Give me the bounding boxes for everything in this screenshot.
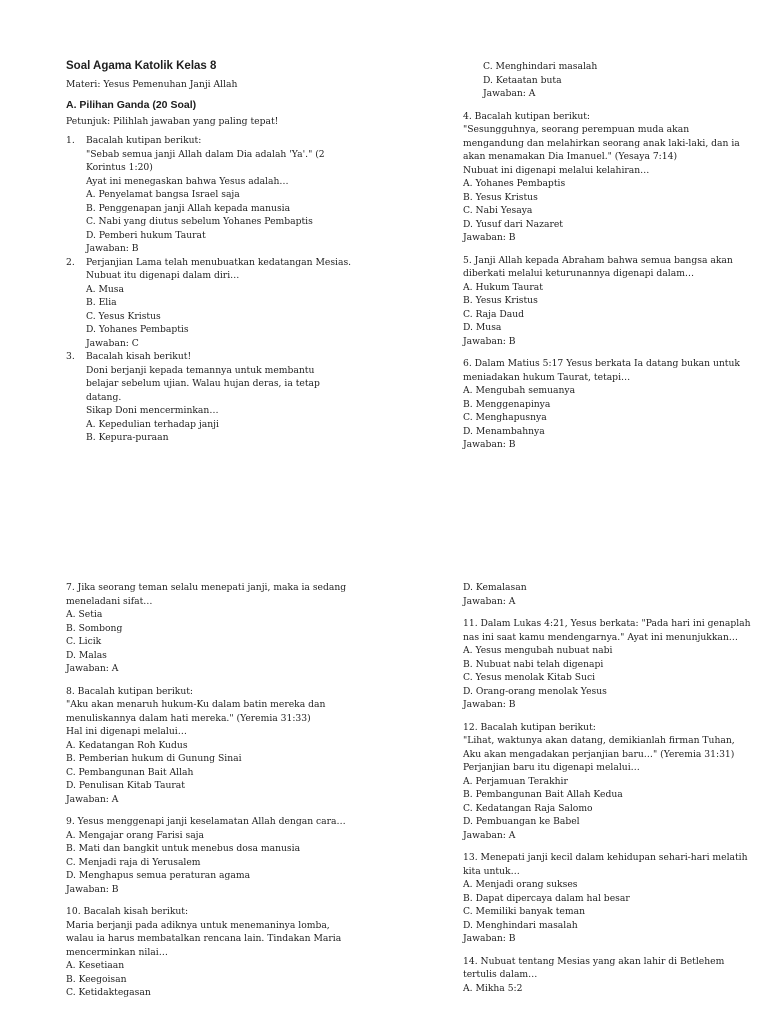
text-line: 12. Bacalah kutipan berikut: [463, 721, 596, 733]
text-line: A. Yohanes Pembaptis [463, 178, 566, 189]
text-line: B. Yesus Kristus [463, 191, 538, 203]
page-title: Soal Agama Katolik Kelas 8 [66, 60, 217, 72]
text-line: B. Penggenapan janji Allah kepada manusia [86, 202, 291, 214]
question-item [463, 110, 763, 245]
text-line: C. Nabi Yesaya [463, 205, 533, 216]
text-line: D. Pemberi hukum Taurat [86, 229, 206, 241]
text-line: C. Yesus Kristus [86, 310, 161, 322]
page1-right-column [463, 60, 763, 461]
text-line: A. Setia [66, 609, 103, 620]
text-line: "Aku akan menaruh hukum-Ku dalam batin mereka dan [66, 699, 326, 710]
text-line: A. Penyelamat bangsa Israel saja [86, 189, 240, 200]
text-line: Jawaban: A [66, 663, 119, 674]
text-line: 11. Dalam Lukas 4:21, Yesus berkata: "Pada hari ini genaplah [463, 618, 751, 629]
text-line: Jawaban: A [463, 829, 516, 841]
text-line: Jawaban: A [483, 88, 536, 99]
question-list [463, 110, 763, 452]
text-line: C. Pembangunan Bait Allah [66, 766, 194, 778]
text-line: Jawaban: B [463, 335, 516, 347]
text-line: 10. Bacalah kisah berikut: [66, 906, 189, 917]
question-item [66, 815, 366, 896]
question-body [86, 350, 366, 445]
text-line: belajar sebelum ujian. Walau hujan deras, ia tetap [86, 378, 320, 389]
text-line: Hal ini digenapi melalui… [66, 726, 187, 737]
text-line: Ayat ini menegaskan bahwa Yesus adalah… [86, 175, 289, 187]
text-line: menuliskannya dalam hati mereka." (Yeremia 31:33) [66, 712, 311, 724]
text-line: datang. [86, 391, 122, 403]
question-item [463, 955, 763, 996]
page2-right-column [463, 581, 763, 1004]
text-line: D. Penulisan Kitab Taurat [66, 780, 185, 791]
text-line: B. Kepura-puraan [86, 432, 169, 443]
text-line: B. Pemberian hukum di Gunung Sinai [66, 753, 242, 764]
text-line: A. Mengubah semuanya [463, 385, 576, 396]
text-line: mencerminkan nilai… [66, 946, 168, 958]
text-line: "Lihat, waktunya akan datang, demikianlah firman Tuhan, [463, 735, 735, 746]
text-line: mengandung dan melahirkan seorang anak laki-laki, dan ia [463, 137, 740, 149]
text-line: D. Kemalasan [463, 582, 527, 593]
text-line: A. Kepedulian terhadap janji [86, 418, 219, 430]
question-item [463, 617, 763, 712]
question-item [66, 581, 366, 676]
text-line: A. Perjamuan Terakhir [463, 775, 568, 787]
text-line: D. Menghapus semua peraturan agama [66, 870, 251, 881]
text-line: Jawaban: A [463, 595, 516, 607]
text-line: B. Pembangunan Bait Allah Kedua [463, 789, 623, 800]
text-line: meniadakan hukum Taurat, tetapi… [463, 371, 631, 383]
question-body [86, 134, 366, 256]
text-line: kita untuk… [463, 865, 520, 877]
text-line: Doni berjanji kepada temannya untuk membantu [86, 364, 315, 376]
text-line: "Sebab semua janji Allah dalam Dia adalah 'Ya'." (2 [86, 148, 325, 160]
text-line: nas ini saat kamu mendengarnya." Ayat ini menunjukkan… [463, 631, 738, 643]
text-line: C. Menghapusnya [463, 412, 547, 423]
text-line: Jawaban: C [86, 337, 139, 349]
text-line: Perjanjian Lama telah menubuatkan kedatangan Mesias. [86, 256, 352, 268]
text-line: D. Yusuf dari Nazaret [463, 218, 563, 230]
text-line: A. Mikha 5:2 [463, 982, 523, 994]
text-line: D. Pembuangan ke Babel [463, 816, 580, 827]
text-line: "Sesungguhnya, seorang perempuan muda akan [463, 124, 690, 135]
text-line: A. Kesetiaan [66, 960, 125, 971]
text-line: Jawaban: A [66, 793, 119, 805]
page-subtitle: Materi: Yesus Pemenuhan Janji Allah [66, 79, 238, 90]
text-line: C. Yesus menolak Kitab Suci [463, 672, 596, 683]
text-line: Jawaban: B [463, 232, 516, 243]
text-line: 4. Bacalah kutipan berikut: [463, 110, 591, 122]
text-line: Jawaban: B [86, 243, 139, 254]
text-line: Jawaban: B [66, 883, 119, 895]
text-line: Nubuat ini digenapi melalui kelahiran… [463, 164, 650, 176]
text-line: A. Musa [86, 283, 124, 295]
question-item [66, 350, 366, 445]
text-line: Bacalah kisah berikut! [86, 351, 192, 362]
text-line: 5. Janji Allah kepada Abraham bahwa semua bangsa akan [463, 254, 733, 266]
text-line: B. Elia [86, 297, 117, 308]
text-line: C. Ketidaktegasan [66, 987, 151, 998]
text-line: B. Nubuat nabi telah digenapi [463, 658, 604, 670]
instructions: Petunjuk: Pilihlah jawaban yang paling tepat! [66, 115, 279, 127]
text-line: Nubuat itu digenapi dalam diri… [86, 270, 240, 281]
question-item [463, 254, 763, 349]
text-line: C. Memiliki banyak teman [463, 906, 586, 917]
question-list [66, 581, 366, 1000]
question-item [66, 905, 366, 1000]
text-line: A. Menjadi orang sukses [463, 879, 578, 890]
text-line: D. Yohanes Pembaptis [86, 324, 189, 335]
question-list [66, 134, 366, 445]
text-line: D. Malas [66, 649, 107, 661]
text-line: Korintus 1:20) [86, 162, 153, 173]
text-line: C. Kedatangan Raja Salomo [463, 802, 593, 814]
text-line: B. Dapat dipercaya dalam hal besar [463, 892, 630, 904]
text-line: C. Menghindari masalah [483, 61, 598, 72]
question-item [463, 851, 763, 946]
question-item [463, 721, 763, 843]
text-line: C. Menjadi raja di Yerusalem [66, 856, 201, 868]
question-continuation [463, 60, 763, 101]
page2-left-column [66, 581, 366, 1009]
text-line: D. Ketaatan buta [483, 74, 562, 86]
text-line: Aku akan mengadakan perjanjian baru…" (Yeremia 31:31) [463, 748, 735, 760]
text-line: walau ia harus membatalkan rencana lain. Tindakan Maria [66, 933, 342, 944]
question-body [86, 256, 366, 351]
text-line: D. Musa [463, 322, 502, 333]
text-line: D. Menghindari masalah [463, 919, 578, 931]
text-line: Bacalah kutipan berikut: [86, 135, 202, 146]
text-line: Perjanjian baru itu digenapi melalui… [463, 762, 640, 773]
text-line: D. Menambahnya [463, 425, 545, 437]
text-line: 7. Jika seorang teman selalu menepati janji, maka ia sedang [66, 582, 347, 593]
text-line: A. Hukum Taurat [463, 281, 543, 293]
section-title: A. Pilihan Ganda (20 Soal) [66, 98, 197, 111]
text-line: C. Licik [66, 636, 102, 647]
text-line: Jawaban: B [463, 933, 516, 944]
text-line: B. Mati dan bangkit untuk menebus dosa manusia [66, 843, 301, 854]
question-item [66, 134, 366, 256]
text-line: A. Kedatangan Roh Kudus [66, 739, 188, 751]
question-item [463, 357, 763, 452]
text-line: B. Menggenapinya [463, 398, 551, 410]
question-number: 1. [66, 135, 75, 146]
text-line: B. Sombong [66, 622, 123, 634]
text-line: Jawaban: B [463, 439, 516, 450]
text-line: A. Yesus mengubah nubuat nabi [463, 645, 613, 656]
text-line: B. Keegoisan [66, 973, 127, 985]
text-line: A. Mengajar orang Farisi saja [66, 829, 205, 841]
text-line: D. Orang-orang menolak Yesus [463, 685, 607, 697]
text-line: 6. Dalam Matius 5:17 Yesus berkata Ia datang bukan untuk [463, 358, 740, 369]
question-list [463, 617, 763, 995]
text-line: Sikap Doni mencerminkan… [86, 405, 219, 416]
question-continuation [463, 581, 763, 608]
text-line: akan menamakan Dia Imanuel." (Yesaya 7:14) [463, 151, 678, 162]
question-item [66, 256, 366, 351]
text-line: diberkati melalui keturunannya digenapi dalam… [463, 268, 695, 279]
text-line: C. Raja Daud [463, 308, 525, 320]
text-line: C. Nabi yang diutus sebelum Yohanes Pembaptis [86, 216, 313, 227]
question-number: 3. [66, 351, 75, 362]
text-line: Jawaban: B [463, 699, 516, 710]
text-line: B. Yesus Kristus [463, 295, 538, 306]
question-item [66, 685, 366, 807]
question-number: 2. [66, 256, 75, 268]
text-line: 14. Nubuat tentang Mesias yang akan lahir di Betlehem [463, 955, 725, 967]
text-line: 8. Bacalah kutipan berikut: [66, 685, 194, 697]
text-line: meneladani sifat… [66, 595, 153, 607]
text-line: 13. Menepati janji kecil dalam kehidupan sehari-hari melatih [463, 852, 748, 863]
text-line: tertulis dalam… [463, 969, 538, 980]
text-line: 9. Yesus menggenapi janji keselamatan Allah dengan cara… [66, 816, 346, 827]
text-line: Maria berjanji pada adiknya untuk menemaninya lomba, [66, 919, 330, 931]
page1-left-column [66, 58, 366, 445]
